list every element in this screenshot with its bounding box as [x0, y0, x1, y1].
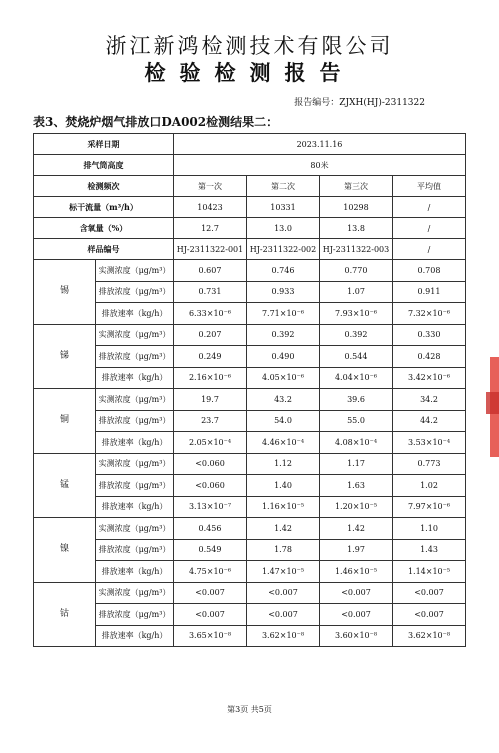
- table-cell: 12.7: [174, 218, 247, 239]
- metric-label: 排放速率（kg/h）: [96, 367, 174, 389]
- table-cell: 3.53×10⁻⁴: [393, 432, 466, 454]
- table-row: [34, 539, 466, 561]
- table-cell: 7.71×10⁻⁶: [247, 303, 320, 325]
- table-cell: 13.0: [247, 218, 320, 239]
- table-row: [34, 496, 466, 518]
- table-row: [34, 410, 466, 432]
- table-cell: <0.007: [174, 604, 247, 626]
- table-cell: 1.02: [393, 475, 466, 497]
- metric-label: 排放浓度（μg/m³）: [96, 281, 174, 303]
- table-row: [34, 582, 466, 604]
- table-cell: 10331: [247, 197, 320, 218]
- table-cell: 0.490: [247, 346, 320, 368]
- table-cell: 0.207: [174, 324, 247, 346]
- metric-label: 排放浓度（μg/m³）: [96, 410, 174, 432]
- table-cell: 1.46×10⁻⁵: [320, 561, 393, 583]
- table-cell: 0.731: [174, 281, 247, 303]
- element-name: 钴: [34, 582, 96, 647]
- table-cell: 55.0: [320, 410, 393, 432]
- table-cell: 1.07: [320, 281, 393, 303]
- element-name: 铜: [34, 389, 96, 454]
- table-cell: 7.93×10⁻⁶: [320, 303, 393, 325]
- table-cell: 43.2: [247, 389, 320, 411]
- table-cell: <0.007: [393, 582, 466, 604]
- table-row: [34, 604, 466, 626]
- metric-label: 排放浓度（μg/m³）: [96, 539, 174, 561]
- table-cell: 1.42: [320, 518, 393, 540]
- table-cell: 1.12: [247, 453, 320, 475]
- table-cell: 1.43: [393, 539, 466, 561]
- table-row: [34, 432, 466, 454]
- table-cell: <0.007: [320, 604, 393, 626]
- table-cell: HJ-2311322-003: [320, 239, 393, 260]
- oxygen-label: 含氧量（%）: [34, 218, 174, 239]
- stack-height-value: 80米: [174, 155, 466, 176]
- metric-label: 实测浓度（μg/m³）: [96, 453, 174, 475]
- sample-date-label: 采样日期: [34, 134, 174, 155]
- table-cell: 1.47×10⁻⁵: [247, 561, 320, 583]
- metric-label: 实测浓度（μg/m³）: [96, 324, 174, 346]
- table-cell: <0.007: [247, 582, 320, 604]
- table-cell: 4.08×10⁻⁴: [320, 432, 393, 454]
- report-title: 检验检测报告: [144, 60, 355, 85]
- table-cell: 0.456: [174, 518, 247, 540]
- table-row: [34, 176, 466, 197]
- table-row: [34, 518, 466, 540]
- report-number: 报告编号：ZJXH(HJ)-2311322: [294, 98, 425, 108]
- element-name: 锡: [34, 260, 96, 325]
- metric-label: 排放速率（kg/h）: [96, 625, 174, 647]
- table-row: [34, 625, 466, 647]
- table-cell: 0.607: [174, 260, 247, 282]
- table-cell: 0.392: [320, 324, 393, 346]
- table-cell: 10298: [320, 197, 393, 218]
- table-cell: 19.7: [174, 389, 247, 411]
- table-cell: 0.770: [320, 260, 393, 282]
- company-name: 浙江新鸿检测技术有限公司: [105, 34, 394, 58]
- table-cell: 3.13×10⁻⁷: [174, 496, 247, 518]
- metric-label: 排放浓度（μg/m³）: [96, 475, 174, 497]
- table-cell: 2.16×10⁻⁶: [174, 367, 247, 389]
- column-header: 第三次: [320, 176, 393, 197]
- results-table: [33, 133, 466, 647]
- table-row: [34, 239, 466, 260]
- table-cell: 1.16×10⁻⁵: [247, 496, 320, 518]
- table-cell: 0.249: [174, 346, 247, 368]
- table-row: [34, 260, 466, 282]
- table-cell: 34.2: [393, 389, 466, 411]
- table-cell: 1.20×10⁻⁵: [320, 496, 393, 518]
- table-cell: <0.007: [393, 604, 466, 626]
- metric-label: 实测浓度（μg/m³）: [96, 260, 174, 282]
- table-cell: 6.33×10⁻⁶: [174, 303, 247, 325]
- metric-label: 排放速率（kg/h）: [96, 303, 174, 325]
- table-cell: /: [393, 197, 466, 218]
- table-cell: 4.05×10⁻⁶: [247, 367, 320, 389]
- table-caption: 表3、焚烧炉烟气排放口DA002检测结果二：: [33, 115, 279, 129]
- metric-label: 排放速率（kg/h）: [96, 561, 174, 583]
- table-cell: 3.65×10⁻⁸: [174, 625, 247, 647]
- metric-label: 排放速率（kg/h）: [96, 432, 174, 454]
- column-header: 平均值: [393, 176, 466, 197]
- table-cell: 1.78: [247, 539, 320, 561]
- table-cell: 0.549: [174, 539, 247, 561]
- table-row: [34, 134, 466, 155]
- table-cell: 23.7: [174, 410, 247, 432]
- metric-label: 排放浓度（μg/m³）: [96, 346, 174, 368]
- table-cell: 0.708: [393, 260, 466, 282]
- table-row: [34, 389, 466, 411]
- sample-number-label: 样品编号: [34, 239, 174, 260]
- table-row: [34, 197, 466, 218]
- table-cell: HJ-2311322-002: [247, 239, 320, 260]
- metric-label: 排放浓度（μg/m³）: [96, 604, 174, 626]
- table-row: [34, 218, 466, 239]
- table-cell: <0.007: [174, 582, 247, 604]
- table-cell: 4.46×10⁻⁴: [247, 432, 320, 454]
- table-cell: 54.0: [247, 410, 320, 432]
- table-row: [34, 303, 466, 325]
- table-cell: 3.62×10⁻⁸: [393, 625, 466, 647]
- table-row: [34, 367, 466, 389]
- table-cell: 1.10: [393, 518, 466, 540]
- table-cell: /: [393, 239, 466, 260]
- table-cell: 2.05×10⁻⁴: [174, 432, 247, 454]
- column-header: 第一次: [174, 176, 247, 197]
- flow-label: 标干流量（m³/h）: [34, 197, 174, 218]
- metric-label: 实测浓度（μg/m³）: [96, 389, 174, 411]
- seal-stamp: [486, 392, 499, 414]
- table-row: [34, 475, 466, 497]
- table-cell: 44.2: [393, 410, 466, 432]
- table-cell: 1.42: [247, 518, 320, 540]
- table-cell: 39.6: [320, 389, 393, 411]
- table-cell: 1.17: [320, 453, 393, 475]
- table-cell: 0.392: [247, 324, 320, 346]
- table-cell: /: [393, 218, 466, 239]
- frequency-label: 检测频次: [34, 176, 174, 197]
- table-cell: 0.933: [247, 281, 320, 303]
- table-cell: <0.007: [320, 582, 393, 604]
- metric-label: 实测浓度（μg/m³）: [96, 582, 174, 604]
- sample-date-value: 2023.11.16: [174, 134, 466, 155]
- element-name: 镍: [34, 518, 96, 583]
- table-cell: 0.330: [393, 324, 466, 346]
- table-cell: 0.911: [393, 281, 466, 303]
- table-cell: HJ-2311322-001: [174, 239, 247, 260]
- metric-label: 排放速率（kg/h）: [96, 496, 174, 518]
- table-cell: 1.97: [320, 539, 393, 561]
- table-row: [34, 281, 466, 303]
- metric-label: 实测浓度（μg/m³）: [96, 518, 174, 540]
- stack-height-label: 排气筒高度: [34, 155, 174, 176]
- table-cell: 0.428: [393, 346, 466, 368]
- table-cell: 4.04×10⁻⁶: [320, 367, 393, 389]
- table-cell: 7.32×10⁻⁶: [393, 303, 466, 325]
- element-name: 锰: [34, 453, 96, 518]
- table-cell: <0.060: [174, 453, 247, 475]
- table-cell: 1.63: [320, 475, 393, 497]
- table-cell: <0.060: [174, 475, 247, 497]
- table-cell: 13.8: [320, 218, 393, 239]
- table-cell: 0.544: [320, 346, 393, 368]
- table-cell: 4.75×10⁻⁶: [174, 561, 247, 583]
- table-row: [34, 561, 466, 583]
- table-cell: 3.62×10⁻⁸: [247, 625, 320, 647]
- table-cell: 1.40: [247, 475, 320, 497]
- table-cell: 0.773: [393, 453, 466, 475]
- table-row: [34, 324, 466, 346]
- table-cell: 10423: [174, 197, 247, 218]
- table-cell: <0.007: [247, 604, 320, 626]
- table-row: [34, 453, 466, 475]
- table-cell: 0.746: [247, 260, 320, 282]
- table-cell: 7.97×10⁻⁶: [393, 496, 466, 518]
- table-cell: 3.42×10⁻⁶: [393, 367, 466, 389]
- table-cell: 1.14×10⁻⁵: [393, 561, 466, 583]
- page-footer: 第3页 共5页: [227, 705, 272, 714]
- table-cell: 3.60×10⁻⁸: [320, 625, 393, 647]
- column-header: 第二次: [247, 176, 320, 197]
- table-row: [34, 346, 466, 368]
- table-row: [34, 155, 466, 176]
- element-name: 锑: [34, 324, 96, 389]
